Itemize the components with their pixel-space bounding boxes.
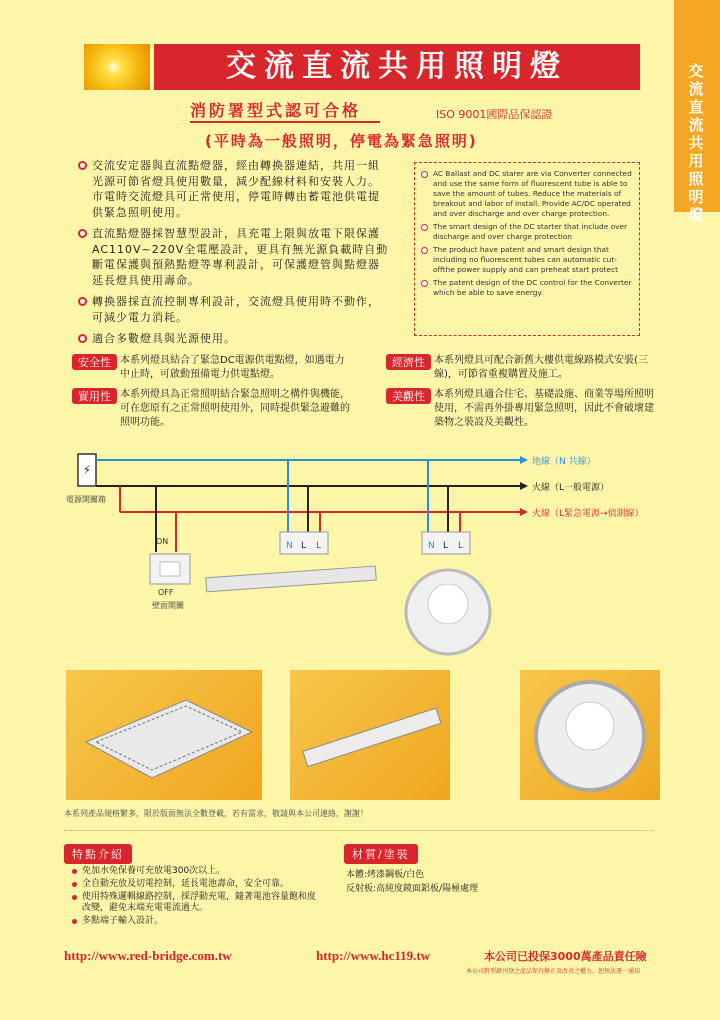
list-item — [421, 245, 633, 275]
spec-note: 本系列產品規格繁多，限於版面無法全數登載，若有需求，敬請與本公司連絡，謝謝！ — [64, 809, 368, 818]
features-en-box — [414, 162, 640, 336]
material-reflector: 反射板:高純度鏡面鋁板/陽極處理 — [346, 884, 479, 894]
live-label: 火線（L一般電源） — [532, 483, 610, 493]
features-tag: 特點介紹 — [64, 844, 132, 864]
material-text — [346, 868, 478, 896]
bullet-icon — [78, 297, 87, 306]
aesthetic-tag: 美觀性 — [386, 388, 431, 404]
bullet-icon — [78, 334, 87, 343]
feature-text-en: The smart design of the DC starter that include over discharge and over charge protection — [433, 222, 628, 241]
on-label: ON — [156, 537, 169, 546]
side-tab-text: 交流直流共用照明燈 — [688, 62, 704, 224]
economy-tag: 經濟性 — [386, 354, 431, 370]
list-item: 全自動充放及切電控制，延長電池壽命，安全可靠。 — [72, 879, 322, 890]
terminal-l: L — [301, 541, 307, 551]
list-item: 使用特殊邏輯線路控制，採浮動充電，隨著電池容量飽和度改變，避免末端充電電流過大。 — [72, 892, 322, 914]
list-item — [78, 331, 390, 347]
wiring-diagram — [60, 452, 660, 662]
practical-text: 本系列燈具為正常照明結合緊急照明之構件與機能，可在您原有之正常照明使用外，同時提供緊急避難的照明功能。 — [120, 389, 350, 428]
feature-text: 適合多數燈具與光源使用。 — [92, 332, 236, 345]
bullet-icon — [78, 161, 87, 170]
terminal-n: N — [286, 541, 293, 551]
downlight-lens-icon — [428, 584, 468, 624]
economy-text: 本系列燈具可配合新舊大樓供電線路模式安裝(三線)，可節省重複購置及施工。 — [434, 355, 648, 380]
switch-rocker-icon — [160, 562, 180, 576]
divider — [64, 830, 654, 831]
grille-light-photo — [66, 670, 262, 800]
practical-tag: 實用性 — [72, 388, 117, 404]
material-body: 本體:烤漆鋼板/白色 — [346, 870, 425, 880]
feature-text-en: The patent design of the DC control for the Converter which be able to save energy. — [433, 278, 632, 297]
panel-lightning-icon: ⚡ — [82, 463, 92, 477]
aesthetic-text: 本系列燈具適合住宅、基礎設施、商業等場所照明使用，不需再外掛專用緊急照明，因此不會破壞建築物之裝設及美觀性。 — [434, 389, 654, 428]
terminal-l: L — [443, 541, 449, 551]
subtitle-secondary: (平時為一般照明，停電為緊急照明) — [205, 132, 478, 150]
feature-text: 交流安定器與直流點燈器，經由轉換器連結，共用一組光源可節省燈具使用數量，減少配線材料和安裝人力。市電時交流燈具可正常使用，停電時轉由蓄電池供電提供緊急照明使用。 — [92, 159, 380, 219]
bullet-icon — [78, 229, 87, 238]
emergency-arrow-icon — [520, 508, 528, 516]
terminal-n: N — [428, 541, 435, 551]
list-item — [78, 158, 390, 220]
subtitle: 消防署型式認可合格 — [190, 101, 362, 120]
terminal-l2: L — [316, 541, 322, 551]
bullet-icon — [421, 171, 428, 178]
tube-light-icon — [290, 670, 450, 800]
tube-fixture-icon — [206, 566, 377, 592]
page-title: 交流直流共用照明燈 — [154, 44, 640, 90]
list-item — [78, 226, 390, 288]
feature-text-en: AC Ballast and DC starer are via Converter connected and use the same form of fluorescent tube is able to save the amount of tubes. Reduce the materials of breakout and labor of install. Provide AC/DC operated and over discharge and over charge protection. — [433, 169, 632, 218]
features-zh-list — [78, 158, 390, 353]
list-item: 免加水免保養可充放電300次以上。 — [72, 866, 322, 877]
neutral-arrow-icon — [520, 456, 528, 464]
website-link-2[interactable]: http://www.hc119.tw — [316, 948, 431, 963]
emergency-label: 火線（L緊急電源→偵測線） — [532, 509, 644, 519]
live-arrow-icon — [520, 482, 528, 490]
grille-light-icon — [66, 670, 262, 800]
list-item — [421, 222, 633, 242]
title-bar — [84, 44, 640, 90]
bullet-icon — [421, 280, 428, 287]
subtitle-underline — [190, 121, 380, 123]
sun-burst-icon — [84, 44, 150, 90]
safety-tag: 安全性 — [72, 354, 117, 370]
bullet-icon — [421, 247, 428, 254]
downlight-photo-icon — [520, 670, 660, 800]
off-label: OFF — [158, 588, 174, 597]
list-item — [421, 278, 633, 298]
website-link-1[interactable]: http://www.red-bridge.com.tw — [64, 948, 232, 963]
feature-text-en: The product have patent and smart design that including no fluorescent tubes can automatic cut-offthe power supply and can preheat start protect — [433, 245, 619, 274]
feature-text: 轉換器採直流控制專利設計，交流燈具使用時不動作，可減少電力消耗。 — [92, 295, 380, 324]
list-item — [78, 294, 390, 325]
iso-cert: ISO 9001國際品保認證 — [436, 108, 553, 121]
terminal-l2: L — [458, 541, 464, 551]
features-list — [72, 866, 322, 929]
insurance-text: 本公司已投保3000萬產品責任險 — [484, 950, 647, 963]
feature-text: 直流點燈器採智慧型設計，具充電上限與放電下限保護AC110V~220V全電壓設計，更具有無光源負載時自動斷電保護與預熱點燈等專利設計，可保護燈管與點燈器延長燈具使用壽命。 — [92, 227, 389, 287]
panel-label: 電源開關箱 — [66, 495, 106, 504]
list-item — [421, 169, 633, 219]
switch-label: 壁面開關 — [152, 601, 184, 610]
neutral-label: 地線（N 共線） — [532, 457, 596, 467]
side-tab — [674, 0, 720, 224]
rights-text: 本公司對型錄刊登之產品保有修正及改善之權力，恕無法逐一通知 — [466, 968, 641, 975]
material-tag: 材質/塗裝 — [344, 844, 418, 864]
downlight-photo — [520, 670, 660, 800]
tube-light-photo — [290, 670, 450, 800]
safety-text: 本系列燈具結合了緊急DC電源供電點燈，如遇電力中止時，可啟動預備電力供電點燈。 — [120, 355, 345, 380]
bullet-icon — [421, 224, 428, 231]
list-item: 多點端子輸入設計。 — [72, 916, 322, 927]
